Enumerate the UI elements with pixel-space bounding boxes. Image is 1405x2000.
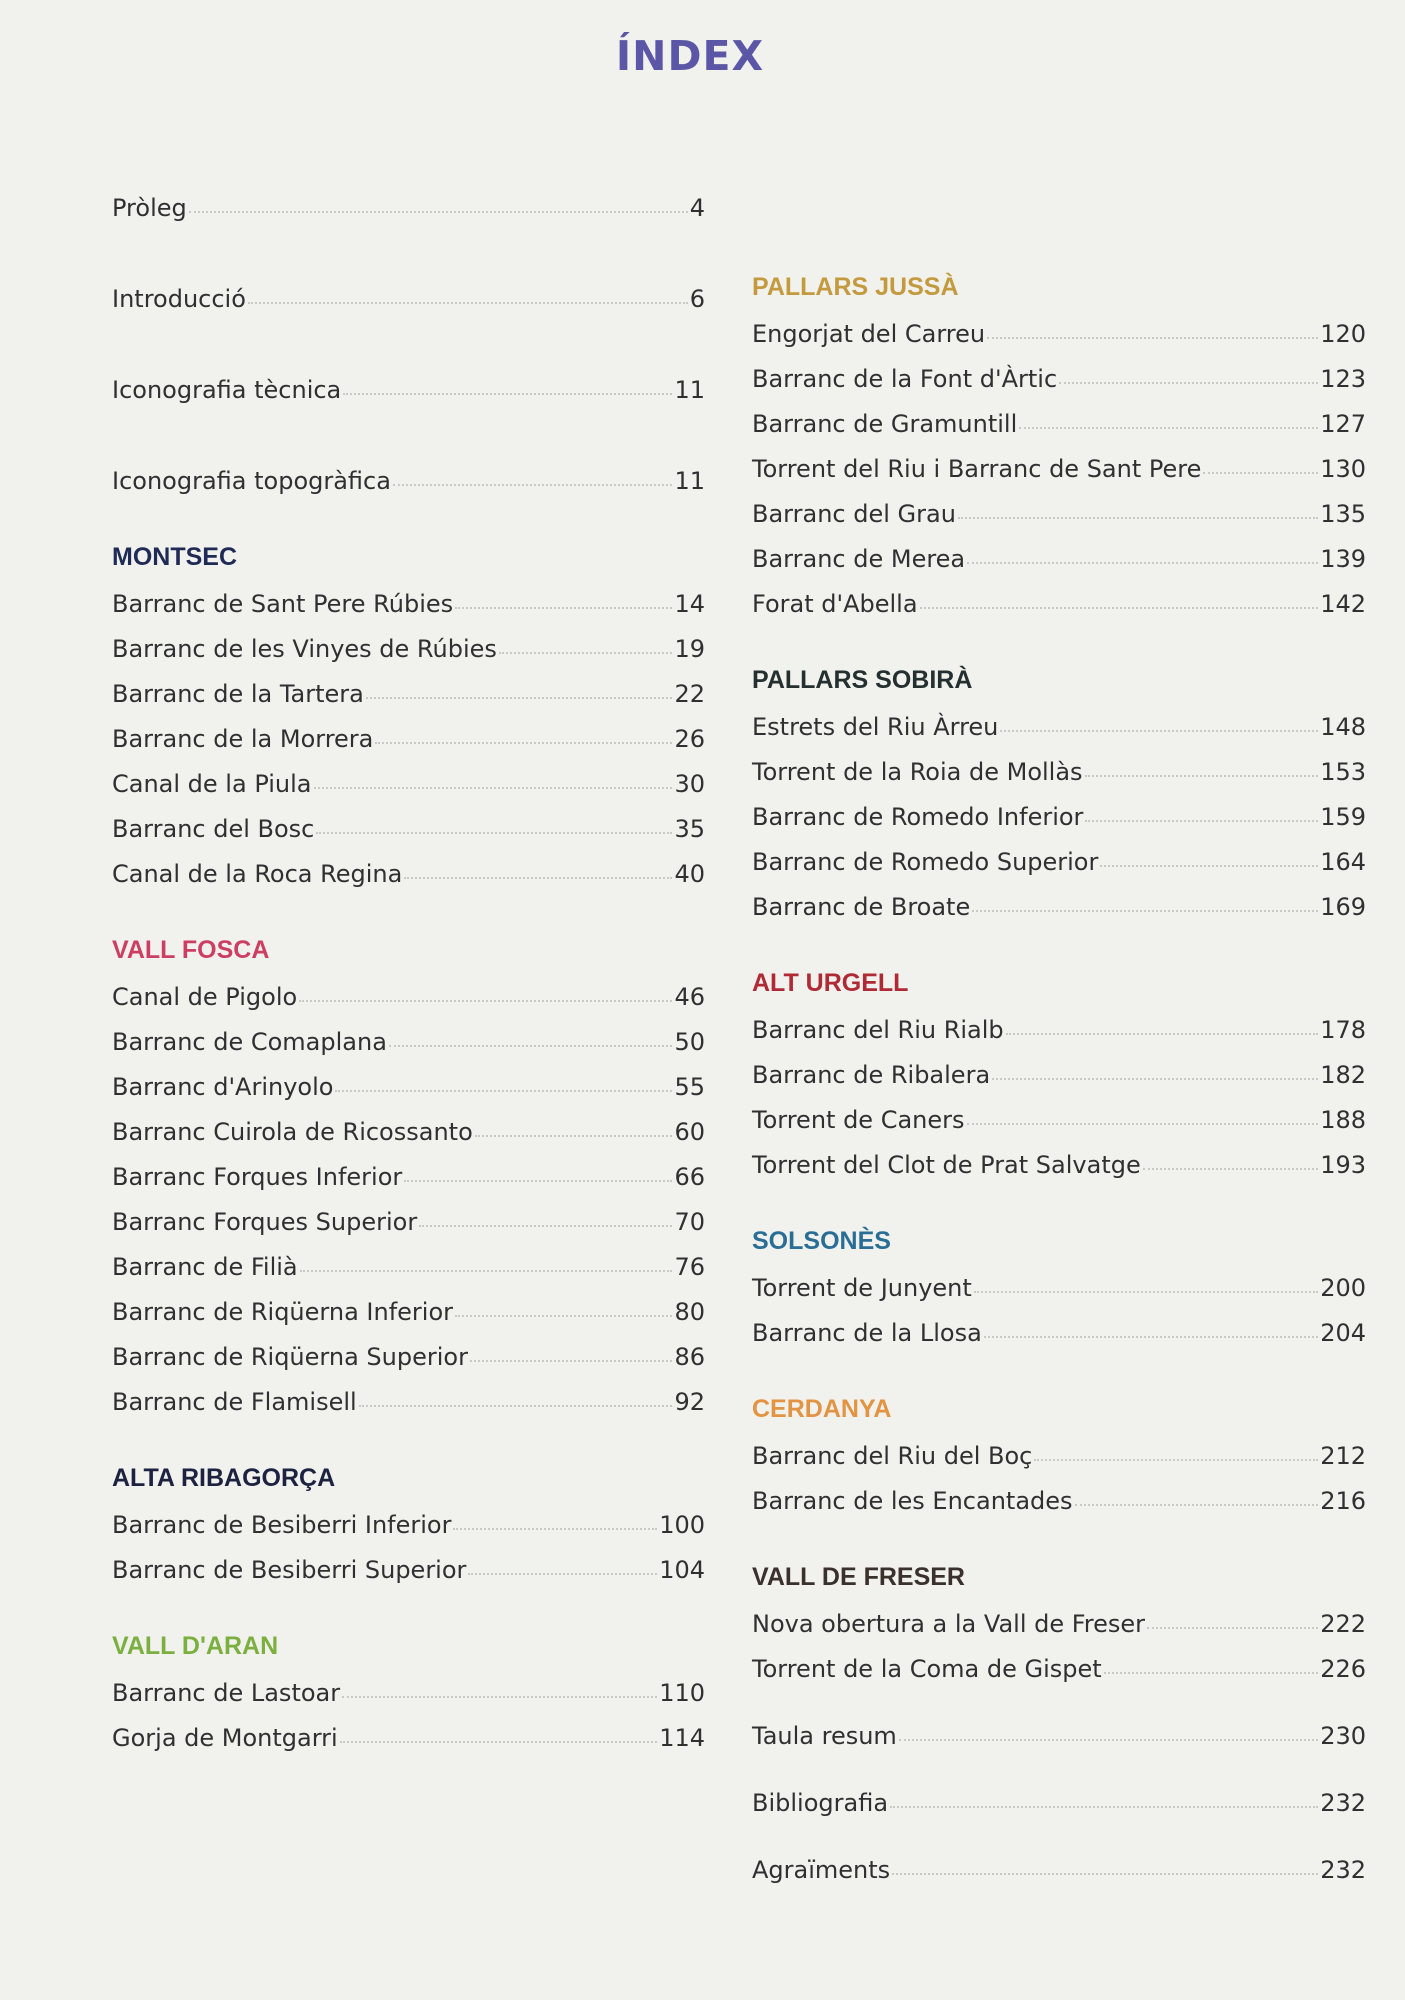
toc-entry[interactable] xyxy=(752,1479,1366,1524)
toc-entry-page: 139 xyxy=(1320,545,1366,573)
toc-entry-page: 76 xyxy=(674,1253,705,1281)
dot-leader xyxy=(992,1078,1318,1080)
toc-entry[interactable] xyxy=(752,447,1366,492)
toc-entry-page: 80 xyxy=(674,1298,705,1326)
dot-leader xyxy=(920,607,1319,609)
dot-leader xyxy=(468,1573,657,1575)
toc-entry[interactable] xyxy=(112,186,705,231)
toc-entry[interactable] xyxy=(112,975,705,1020)
dot-leader xyxy=(890,1806,1318,1808)
toc-entry[interactable] xyxy=(752,402,1366,447)
dot-leader xyxy=(958,517,1318,519)
toc-entry[interactable] xyxy=(112,627,705,672)
toc-entry-title: Barranc de la Morrera xyxy=(112,725,374,753)
toc-entry-title: Barranc de la Font d'Àrtic xyxy=(752,365,1058,393)
toc-entry-page: 123 xyxy=(1320,365,1366,393)
toc-entry-page: 104 xyxy=(659,1556,705,1584)
toc-entry-title: Barranc del Grau xyxy=(752,500,956,528)
toc-entry-title: Canal de Pigolo xyxy=(112,983,298,1011)
toc-entry-title: Barranc de Lastoar xyxy=(112,1679,341,1707)
toc-entry-title: Forat d'Abella xyxy=(752,590,918,618)
toc-entry-page: 188 xyxy=(1320,1106,1366,1134)
index-column-right xyxy=(752,262,1366,1893)
dot-leader xyxy=(455,607,672,609)
toc-entry-page: 142 xyxy=(1320,590,1366,618)
toc-entry-page: 114 xyxy=(659,1724,705,1752)
dot-leader xyxy=(455,1315,672,1317)
toc-entry[interactable] xyxy=(752,492,1366,537)
toc-entry-title: Barranc de Sant Pere Rúbies xyxy=(112,590,454,618)
toc-entry[interactable] xyxy=(752,705,1366,750)
spacer xyxy=(752,627,1366,649)
dot-leader xyxy=(342,1696,657,1698)
toc-entry-page: 232 xyxy=(1320,1856,1366,1884)
dot-leader xyxy=(499,652,673,654)
dot-leader xyxy=(974,1291,1318,1293)
toc-entry[interactable] xyxy=(752,1647,1366,1692)
toc-entry-page: 159 xyxy=(1320,803,1366,831)
dot-leader xyxy=(892,1873,1318,1875)
spacer xyxy=(752,930,1366,952)
section-heading: CERDANYA xyxy=(752,1395,892,1423)
section-heading: SOLSONÈS xyxy=(752,1227,891,1255)
toc-entry-title: Taula resum xyxy=(752,1722,897,1750)
toc-entry-title: Barranc de Merea xyxy=(752,545,966,573)
spacer xyxy=(752,1524,1366,1546)
spacer xyxy=(752,1759,1366,1781)
toc-entry-title: Barranc de Riqüerna Superior xyxy=(112,1343,468,1371)
toc-entry-title: Barranc de les Vinyes de Rúbies xyxy=(112,635,497,663)
dot-leader xyxy=(1085,820,1318,822)
dot-leader xyxy=(375,742,672,744)
toc-entry-title: Iconografia topogràfica xyxy=(112,467,391,495)
dot-leader xyxy=(299,1000,672,1002)
dot-leader xyxy=(393,484,673,486)
page-title: ÍNDEX xyxy=(615,32,765,80)
back-matter-list xyxy=(752,1692,1366,1893)
dot-leader xyxy=(1019,427,1318,429)
dot-leader xyxy=(314,787,673,789)
toc-entry-page: 35 xyxy=(674,815,705,843)
dot-leader xyxy=(359,1405,673,1407)
toc-entry-title: Barranc del Bosc xyxy=(112,815,315,843)
section-heading: PALLARS SOBIRÀ xyxy=(752,666,973,694)
dot-leader xyxy=(419,1225,672,1227)
toc-entry-page: 55 xyxy=(674,1073,705,1101)
toc-entry-page: 169 xyxy=(1320,893,1366,921)
toc-entry[interactable] xyxy=(752,1602,1366,1647)
section-heading: ALTA RIBAGORÇA xyxy=(112,1464,336,1492)
toc-entry-title: Barranc de Broate xyxy=(752,893,971,921)
toc-entry[interactable] xyxy=(112,1503,705,1548)
toc-entry-title: Barranc de Comaplana xyxy=(112,1028,387,1056)
toc-entry-page: 230 xyxy=(1320,1722,1366,1750)
toc-entry[interactable] xyxy=(752,840,1366,885)
toc-entry-title: Torrent de la Coma de Gispet xyxy=(752,1655,1102,1683)
spacer xyxy=(112,504,705,526)
spacer xyxy=(112,1593,705,1615)
dot-leader xyxy=(1085,775,1319,777)
spacer xyxy=(752,1692,1366,1714)
dot-leader xyxy=(335,1090,672,1092)
dot-leader xyxy=(899,1739,1318,1741)
dot-leader xyxy=(967,1123,1319,1125)
toc-entry-title: Estrets del Riu Àrreu xyxy=(752,713,999,741)
toc-entry[interactable] xyxy=(752,1714,1366,1759)
toc-entry-page: 4 xyxy=(689,194,705,222)
dot-leader xyxy=(1059,382,1318,384)
toc-entry[interactable] xyxy=(752,1311,1366,1356)
toc-entry-page: 127 xyxy=(1320,410,1366,438)
toc-entry[interactable] xyxy=(112,852,705,897)
dot-leader xyxy=(343,393,672,395)
toc-entry[interactable] xyxy=(752,795,1366,840)
toc-entry-page: 130 xyxy=(1320,455,1366,483)
toc-entry-page: 46 xyxy=(674,983,705,1011)
dot-leader xyxy=(300,1270,673,1272)
toc-entry[interactable] xyxy=(112,1155,705,1200)
toc-entry[interactable] xyxy=(752,1053,1366,1098)
toc-entry-title: Torrent del Riu i Barranc de Sant Pere xyxy=(752,455,1202,483)
toc-entry-title: Barranc de la Llosa xyxy=(752,1319,982,1347)
section-heading: VALL D'ARAN xyxy=(112,1632,279,1660)
toc-entry[interactable] xyxy=(752,1008,1366,1053)
toc-entry-title: Bibliografia xyxy=(752,1789,889,1817)
right-sections xyxy=(752,262,1366,1692)
spacer xyxy=(752,1826,1366,1848)
spacer xyxy=(752,1188,1366,1210)
toc-entry[interactable] xyxy=(112,1716,705,1761)
toc-entry-page: 200 xyxy=(1320,1274,1366,1302)
dot-leader xyxy=(475,1135,673,1137)
toc-entry-title: Barranc Forques Inferior xyxy=(112,1163,403,1191)
dot-leader xyxy=(404,1180,672,1182)
dot-leader xyxy=(1147,1627,1318,1629)
toc-entry-page: 110 xyxy=(659,1679,705,1707)
dot-leader xyxy=(189,211,688,213)
front-matter-list xyxy=(112,186,705,504)
toc-entry-title: Nova obertura a la Vall de Freser xyxy=(752,1610,1146,1638)
dot-leader xyxy=(1000,730,1318,732)
section-heading: MONTSEC xyxy=(112,543,237,571)
toc-entry-page: 182 xyxy=(1320,1061,1366,1089)
toc-entry-page: 26 xyxy=(674,725,705,753)
toc-entry[interactable] xyxy=(752,885,1366,930)
toc-entry-title: Barranc de la Tartera xyxy=(112,680,364,708)
dot-leader xyxy=(1006,1033,1319,1035)
toc-entry-page: 70 xyxy=(674,1208,705,1236)
toc-entry-title: Gorja de Montgarri xyxy=(112,1724,338,1752)
toc-entry-title: Barranc Cuirola de Ricossanto xyxy=(112,1118,473,1146)
toc-entry[interactable] xyxy=(752,1781,1366,1826)
dot-leader xyxy=(1075,1504,1319,1506)
toc-entry[interactable] xyxy=(112,1380,705,1425)
toc-entry-title: Barranc de Gramuntill xyxy=(752,410,1018,438)
section-heading: VALL FOSCA xyxy=(112,936,270,964)
dot-leader xyxy=(984,1336,1318,1338)
toc-entry-title: Engorjat del Carreu xyxy=(752,320,986,348)
left-sections xyxy=(112,504,705,1761)
dot-leader xyxy=(987,337,1318,339)
toc-entry-page: 120 xyxy=(1320,320,1366,348)
toc-entry-title: Canal de la Piula xyxy=(112,770,312,798)
toc-entry-page: 11 xyxy=(674,467,705,495)
toc-entry-page: 6 xyxy=(689,285,705,313)
toc-entry-title: Barranc Forques Superior xyxy=(112,1208,418,1236)
dot-leader xyxy=(248,302,688,304)
toc-entry-page: 178 xyxy=(1320,1016,1366,1044)
toc-entry-title: Barranc de Ribalera xyxy=(752,1061,991,1089)
toc-entry[interactable] xyxy=(112,762,705,807)
toc-entry-title: Introducció xyxy=(112,285,246,313)
toc-entry[interactable] xyxy=(112,1335,705,1380)
dot-leader xyxy=(366,697,673,699)
toc-entry[interactable] xyxy=(112,1110,705,1155)
toc-entry-page: 100 xyxy=(659,1511,705,1539)
toc-entry-page: 86 xyxy=(674,1343,705,1371)
toc-entry-title: Barranc de les Encantades xyxy=(752,1487,1073,1515)
dot-leader xyxy=(404,877,672,879)
toc-entry-page: 19 xyxy=(674,635,705,663)
toc-entry-page: 153 xyxy=(1320,758,1366,786)
toc-entry-title: Agraïments xyxy=(752,1856,891,1884)
dot-leader xyxy=(453,1528,657,1530)
dot-leader xyxy=(967,562,1318,564)
dot-leader xyxy=(1143,1168,1318,1170)
toc-entry[interactable] xyxy=(752,1266,1366,1311)
toc-entry-page: 222 xyxy=(1320,1610,1366,1638)
toc-entry-title: Barranc d'Arinyolo xyxy=(112,1073,334,1101)
toc-entry-page: 232 xyxy=(1320,1789,1366,1817)
toc-entry-page: 164 xyxy=(1320,848,1366,876)
toc-entry[interactable] xyxy=(112,1548,705,1593)
toc-entry-title: Barranc de Filià xyxy=(112,1253,298,1281)
toc-entry-page: 204 xyxy=(1320,1319,1366,1347)
dot-leader xyxy=(1203,472,1318,474)
toc-entry-page: 216 xyxy=(1320,1487,1366,1515)
toc-entry-page: 11 xyxy=(674,376,705,404)
toc-entry[interactable] xyxy=(112,1020,705,1065)
dot-leader xyxy=(1104,1672,1319,1674)
toc-entry-page: 22 xyxy=(674,680,705,708)
toc-entry-page: 193 xyxy=(1320,1151,1366,1179)
toc-entry-page: 226 xyxy=(1320,1655,1366,1683)
toc-entry-title: Barranc de Besiberri Superior xyxy=(112,1556,467,1584)
toc-entry-title: Torrent del Clot de Prat Salvatge xyxy=(752,1151,1141,1179)
toc-entry[interactable] xyxy=(112,277,705,322)
toc-entry-page: 60 xyxy=(674,1118,705,1146)
toc-entry-title: Barranc de Flamisell xyxy=(112,1388,357,1416)
toc-entry[interactable] xyxy=(752,1098,1366,1143)
toc-entry-title: Barranc del Riu Rialb xyxy=(752,1016,1004,1044)
toc-entry[interactable] xyxy=(112,1200,705,1245)
dot-leader xyxy=(340,1741,657,1743)
section-heading: ALT URGELL xyxy=(752,969,909,997)
toc-entry-title: Barranc de Besiberri Inferior xyxy=(112,1511,452,1539)
toc-entry[interactable] xyxy=(752,357,1366,402)
toc-entry[interactable] xyxy=(112,1245,705,1290)
toc-entry-title: Barranc de Romedo Inferior xyxy=(752,803,1084,831)
spacer xyxy=(112,897,705,919)
toc-entry-title: Torrent de Caners xyxy=(752,1106,965,1134)
toc-entry-page: 30 xyxy=(674,770,705,798)
section-heading: VALL DE FRESER xyxy=(752,1563,965,1591)
toc-entry[interactable] xyxy=(752,750,1366,795)
spacer xyxy=(752,1356,1366,1378)
toc-entry-page: 135 xyxy=(1320,500,1366,528)
toc-entry[interactable] xyxy=(752,537,1366,582)
toc-entry[interactable] xyxy=(112,1671,705,1716)
dot-leader xyxy=(389,1045,673,1047)
toc-entry[interactable] xyxy=(112,717,705,762)
toc-entry-title: Canal de la Roca Regina xyxy=(112,860,403,888)
toc-entry[interactable] xyxy=(112,368,705,413)
toc-entry[interactable] xyxy=(112,1290,705,1335)
toc-entry-title: Pròleg xyxy=(112,194,187,222)
toc-entry-page: 50 xyxy=(674,1028,705,1056)
toc-entry-title: Barranc de Riqüerna Inferior xyxy=(112,1298,453,1326)
toc-entry-page: 92 xyxy=(674,1388,705,1416)
dot-leader xyxy=(1034,1459,1318,1461)
dot-leader xyxy=(470,1360,673,1362)
toc-entry[interactable] xyxy=(752,312,1366,357)
toc-entry-page: 148 xyxy=(1320,713,1366,741)
toc-entry[interactable] xyxy=(112,582,705,627)
index-column-left xyxy=(112,186,705,1761)
toc-entry[interactable] xyxy=(112,807,705,852)
section-heading: PALLARS JUSSÀ xyxy=(752,273,959,301)
toc-entry-page: 212 xyxy=(1320,1442,1366,1470)
toc-entry[interactable] xyxy=(752,582,1366,627)
toc-entry-title: Barranc del Riu del Boç xyxy=(752,1442,1033,1470)
dot-leader xyxy=(316,832,672,834)
toc-entry-title: Barranc de Romedo Superior xyxy=(752,848,1099,876)
spacer xyxy=(112,322,705,368)
dot-leader xyxy=(972,910,1318,912)
toc-entry[interactable] xyxy=(112,1065,705,1110)
toc-entry[interactable] xyxy=(752,1143,1366,1188)
toc-entry[interactable] xyxy=(752,1434,1366,1479)
toc-entry-title: Iconografia tècnica xyxy=(112,376,342,404)
dot-leader xyxy=(1100,865,1318,867)
spacer xyxy=(112,1425,705,1447)
toc-entry-page: 14 xyxy=(674,590,705,618)
toc-entry[interactable] xyxy=(112,459,705,504)
toc-entry[interactable] xyxy=(112,672,705,717)
toc-entry-title: Torrent de Junyent xyxy=(752,1274,972,1302)
toc-entry[interactable] xyxy=(752,1848,1366,1893)
toc-entry-page: 40 xyxy=(674,860,705,888)
spacer xyxy=(112,231,705,277)
toc-entry-title: Torrent de la Roia de Mollàs xyxy=(752,758,1083,786)
spacer xyxy=(112,413,705,459)
toc-entry-page: 66 xyxy=(674,1163,705,1191)
